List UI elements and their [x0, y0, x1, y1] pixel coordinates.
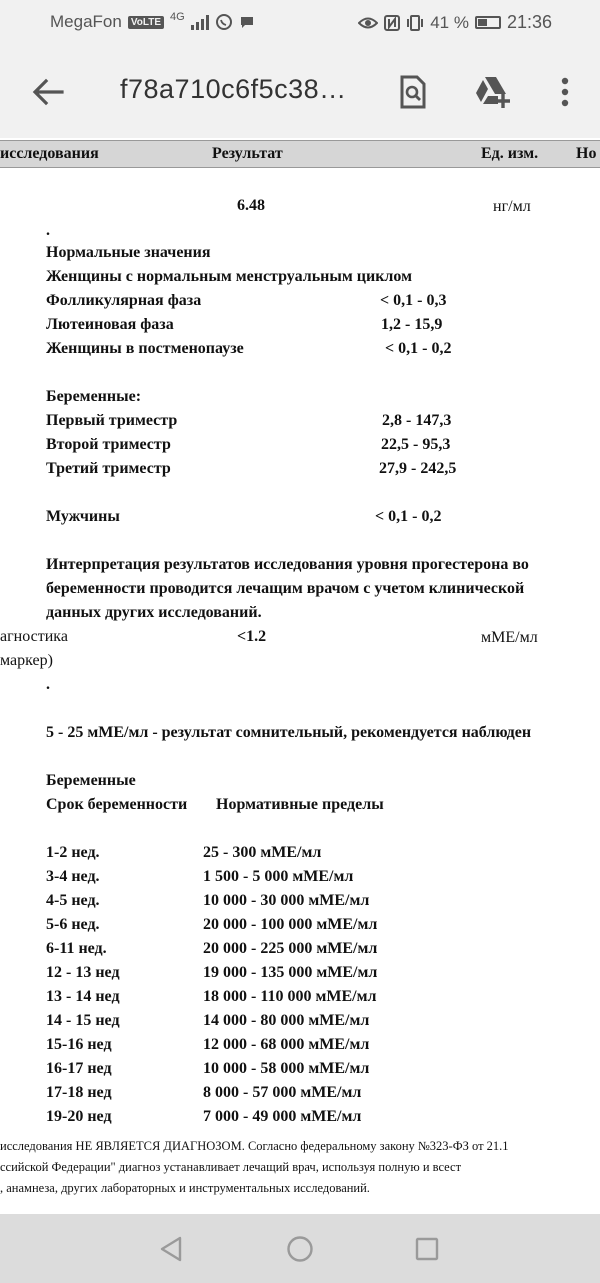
men-value: < 0,1 - 0,2	[375, 508, 442, 525]
back-arrow-icon[interactable]	[28, 72, 68, 112]
app-toolbar	[0, 46, 600, 138]
result-unit: нг/мл	[493, 198, 531, 215]
pregnant-title: Беременные	[46, 772, 136, 789]
hcg-term: 12 - 13 нед	[46, 964, 120, 981]
search-document-icon[interactable]	[393, 72, 433, 112]
hcg-range: 7 000 - 49 000 мМЕ/мл	[203, 1108, 362, 1125]
hcg-term: 13 - 14 нед	[46, 988, 120, 1005]
signal-icon	[191, 14, 209, 30]
ref-value: < 0,1 - 0,3	[380, 292, 447, 309]
hcg-term: 6-11 нед.	[46, 940, 107, 957]
hcg-term: 16-17 нед	[46, 1060, 112, 1077]
ref-value: 1,2 - 15,9	[381, 316, 443, 333]
women-cycle-title: Женщины с нормальным менструальным циклом	[46, 268, 412, 285]
disclaimer: , анамнеза, других лабораторных и инструментальных исследований.	[0, 1181, 370, 1195]
trimester-value: 2,8 - 147,3	[382, 412, 452, 429]
ref-value: < 0,1 - 0,2	[385, 340, 452, 357]
trimester-value: 27,9 - 242,5	[379, 460, 457, 477]
trimester-label: Третий триместр	[46, 460, 171, 477]
dot: .	[46, 676, 50, 693]
hcg-term: 5-6 нед.	[46, 916, 100, 933]
hcg-term: 17-18 нед	[46, 1084, 112, 1101]
vibrate-icon	[406, 15, 424, 31]
nav-back-icon[interactable]	[158, 1235, 184, 1263]
hcg-term: 19-20 нед	[46, 1108, 112, 1125]
disclaimer: исследования НЕ ЯВЛЯЕТСЯ ДИАГНОЗОМ. Согласно федеральному закону №323-ФЗ от 21.1	[0, 1139, 509, 1153]
result-value: <1.2	[237, 628, 267, 645]
chat-bubble-icon	[239, 14, 255, 30]
hcg-range: 10 000 - 30 000 мМЕ/мл	[203, 892, 370, 909]
hcg-term: 1-2 нед.	[46, 844, 100, 861]
eye-icon	[358, 16, 378, 30]
limits-column-title: Нормативные пределы	[216, 796, 384, 813]
hcg-term: 3-4 нед.	[46, 868, 100, 885]
header-unit: Ед. изм.	[481, 145, 539, 162]
viber-icon	[215, 13, 233, 31]
network-type: 4G	[170, 11, 185, 23]
table-header	[0, 140, 600, 168]
more-vert-icon[interactable]	[545, 72, 585, 112]
hcg-range: 20 000 - 225 000 мМЕ/мл	[203, 940, 378, 957]
ref-label: Фолликулярная фаза	[46, 292, 202, 309]
ref-label: Женщины в постменопаузе	[46, 340, 244, 357]
hcg-range: 14 000 - 80 000 мМЕ/мл	[203, 1012, 370, 1029]
interpretation-text: Интерпретация результатов исследования уровня прогестерона во	[46, 556, 529, 573]
status-bar	[0, 0, 600, 46]
header-result: Результат	[212, 145, 283, 162]
pdf-page[interactable]	[0, 138, 600, 1214]
interpretation-text: беременности проводится лечащим врачом с учетом клинической	[46, 580, 525, 597]
term-column-title: Срок беременности	[46, 796, 188, 813]
battery-icon	[475, 16, 501, 29]
hcg-range: 10 000 - 58 000 мМЕ/мл	[203, 1060, 370, 1077]
hcg-range: 18 000 - 110 000 мМЕ/мл	[203, 988, 377, 1005]
result-unit: мМЕ/мл	[481, 629, 538, 646]
disclaimer: ссийской Федерации" диагноз устанавливает лечащий врач, используя полную и всест	[0, 1160, 462, 1174]
pregnant-title: Беременные:	[46, 388, 142, 405]
nav-recents-icon[interactable]	[415, 1237, 439, 1261]
trimester-value: 22,5 - 95,3	[381, 436, 451, 453]
document-title: f78a710c6f5c38…	[120, 74, 347, 104]
ref-label: Лютеиновая фаза	[46, 316, 174, 333]
nav-home-icon[interactable]	[286, 1235, 314, 1263]
trimester-label: Первый триместр	[46, 412, 178, 429]
result-value: 6.48	[237, 197, 265, 214]
normal-values-title: Нормальные значения	[46, 244, 211, 261]
navigation-bar	[0, 1214, 600, 1283]
add-to-drive-icon[interactable]	[472, 72, 512, 112]
dot: .	[46, 222, 50, 239]
trimester-label: Второй триместр	[46, 436, 171, 453]
doubtful-text: 5 - 25 мМЕ/мл - результат сомнительный, рекомендуется наблюден	[46, 724, 532, 741]
battery-percent: 41 %	[430, 12, 469, 32]
hcg-range: 1 500 - 5 000 мМЕ/мл	[203, 868, 354, 885]
hcg-term: 15-16 нед	[46, 1036, 112, 1053]
test-name: маркер)	[0, 652, 53, 669]
test-name: агностика	[0, 628, 68, 645]
interpretation-text: данных других исследований.	[46, 604, 262, 621]
header-name: исследования	[0, 145, 99, 162]
hcg-range: 20 000 - 100 000 мМЕ/мл	[203, 916, 378, 933]
carrier-name: MegaFon	[50, 12, 122, 31]
hcg-range: 19 000 - 135 000 мМЕ/мл	[203, 964, 378, 981]
header-norm: Но	[576, 145, 597, 162]
clock: 21:36	[506, 12, 552, 32]
volte-badge: VoLTE	[128, 16, 164, 29]
hcg-range: 8 000 - 57 000 мМЕ/мл	[203, 1084, 362, 1101]
men-label: Мужчины	[46, 508, 120, 525]
nfc-icon	[384, 15, 400, 31]
hcg-range: 25 - 300 мМЕ/мл	[203, 844, 322, 861]
hcg-range: 12 000 - 68 000 мМЕ/мл	[203, 1036, 370, 1053]
hcg-term: 14 - 15 нед	[46, 1012, 120, 1029]
hcg-term: 4-5 нед.	[46, 892, 100, 909]
